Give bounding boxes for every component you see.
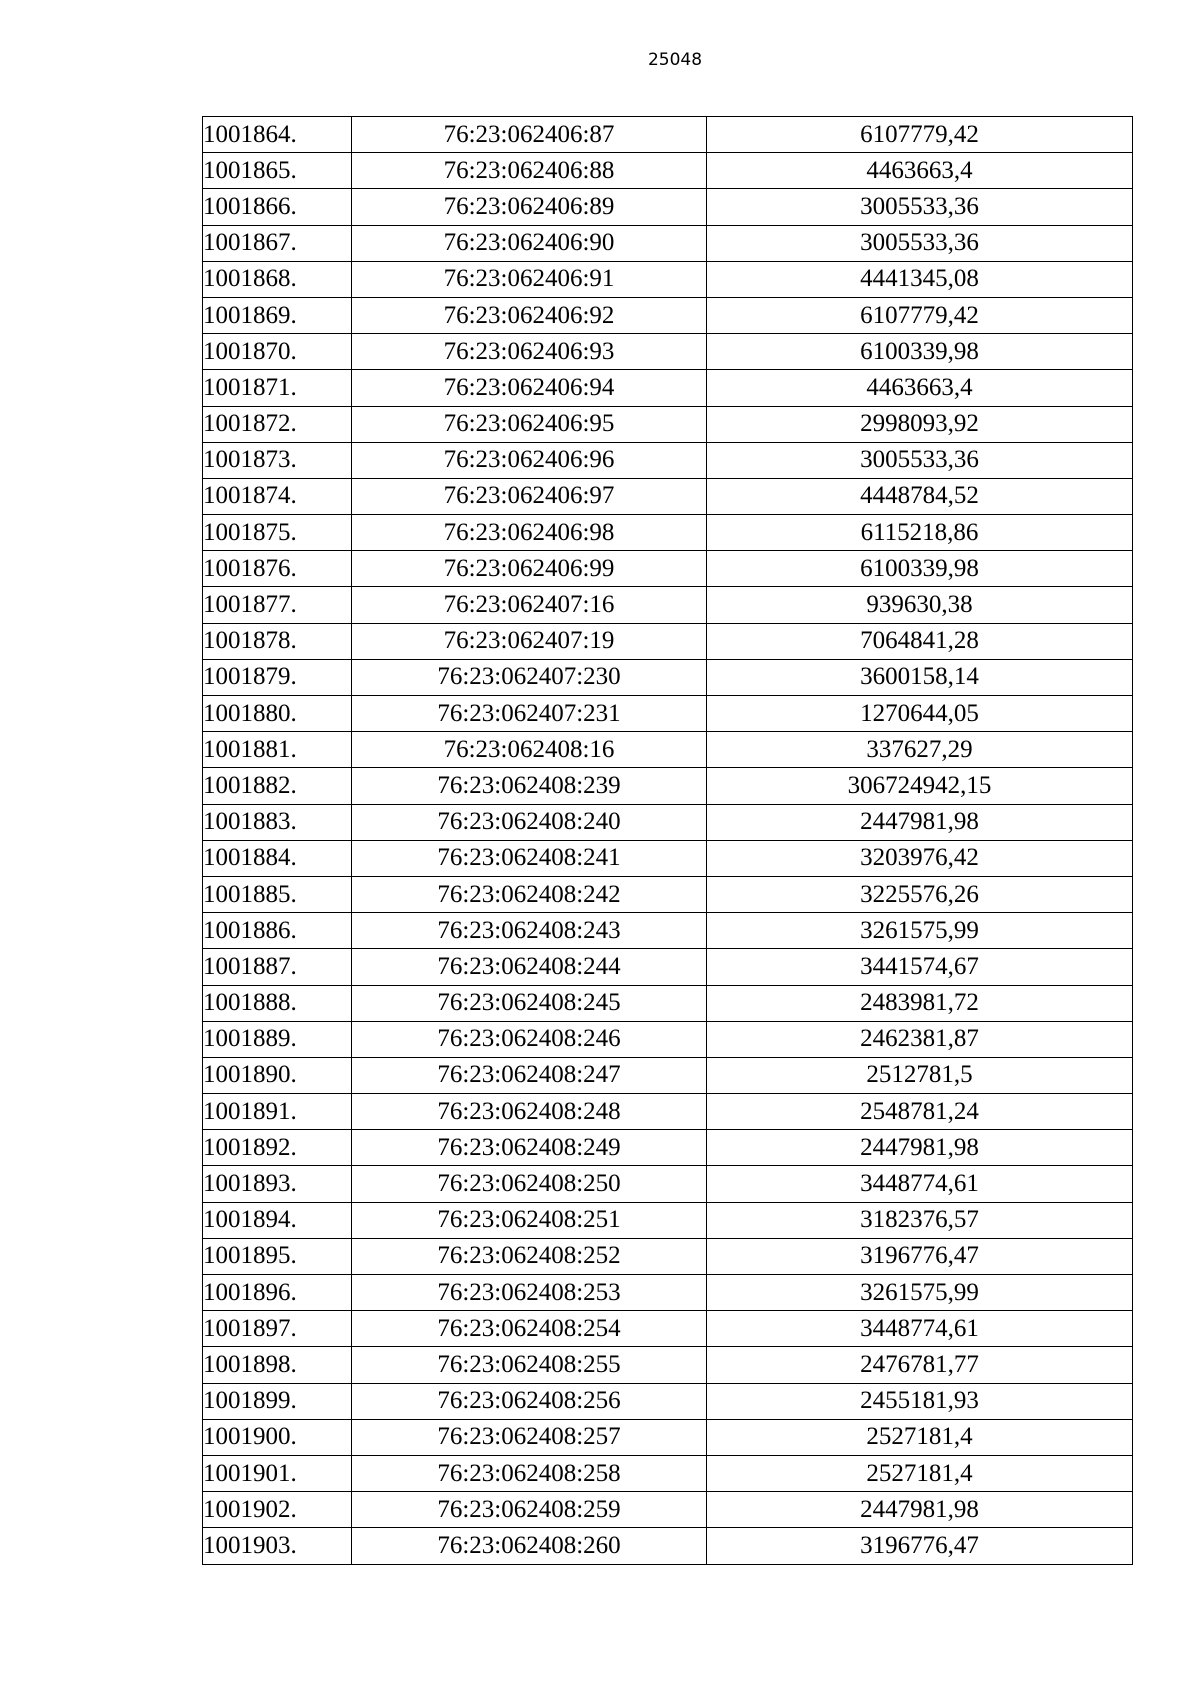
cadastral-number-cell: 76:23:062408:256: [352, 1383, 707, 1419]
cadastral-number-cell: 76:23:062406:88: [352, 153, 707, 189]
table-row: [203, 478, 1133, 514]
table-row: [203, 1383, 1133, 1419]
table-row: [203, 406, 1133, 442]
cadastral-number-cell: 76:23:062406:95: [352, 406, 707, 442]
row-number-cell: 1001902.: [203, 1492, 352, 1528]
table-row: [203, 587, 1133, 623]
row-number-cell: 1001892.: [203, 1130, 352, 1166]
cadastral-number-cell: 76:23:062406:92: [352, 297, 707, 333]
row-number-cell: 1001870.: [203, 334, 352, 370]
cadastral-value-cell: 6107779,42: [707, 117, 1133, 153]
cadastral-number-cell: 76:23:062408:245: [352, 985, 707, 1021]
cadastral-value-cell: 337627,29: [707, 732, 1133, 768]
table-row: [203, 1166, 1133, 1202]
row-number-cell: 1001890.: [203, 1057, 352, 1093]
cadastral-value-cell: 2512781,5: [707, 1057, 1133, 1093]
cadastral-value-cell: 6100339,98: [707, 334, 1133, 370]
table-row: [203, 696, 1133, 732]
row-number-cell: 1001869.: [203, 297, 352, 333]
table-row: [203, 1094, 1133, 1130]
cadastral-number-cell: 76:23:062408:258: [352, 1455, 707, 1491]
table-row: [203, 225, 1133, 261]
row-number-cell: 1001903.: [203, 1528, 352, 1564]
cadastral-value-cell: 2548781,24: [707, 1094, 1133, 1130]
table-row: [203, 876, 1133, 912]
table-row: [203, 768, 1133, 804]
cadastral-number-cell: 76:23:062408:249: [352, 1130, 707, 1166]
cadastral-value-cell: 3005533,36: [707, 442, 1133, 478]
page-number: 25048: [647, 50, 703, 70]
cadastral-value-cell: 2483981,72: [707, 985, 1133, 1021]
cadastral-number-cell: 76:23:062408:251: [352, 1202, 707, 1238]
row-number-cell: 1001893.: [203, 1166, 352, 1202]
table-row: [203, 153, 1133, 189]
cadastral-number-cell: 76:23:062407:19: [352, 623, 707, 659]
row-number-cell: 1001876.: [203, 551, 352, 587]
row-number-cell: 1001874.: [203, 478, 352, 514]
row-number-cell: 1001897.: [203, 1311, 352, 1347]
cadastral-value-cell: 3448774,61: [707, 1311, 1133, 1347]
cadastral-number-cell: 76:23:062408:247: [352, 1057, 707, 1093]
table-row: [203, 1492, 1133, 1528]
row-number-cell: 1001883.: [203, 804, 352, 840]
cadastral-number-cell: 76:23:062408:248: [352, 1094, 707, 1130]
cadastral-value-cell: 2455181,93: [707, 1383, 1133, 1419]
cadastral-number-cell: 76:23:062408:240: [352, 804, 707, 840]
row-number-cell: 1001900.: [203, 1419, 352, 1455]
cadastral-number-cell: 76:23:062408:244: [352, 949, 707, 985]
table-row: [203, 297, 1133, 333]
cadastral-value-cell: 3196776,47: [707, 1238, 1133, 1274]
cadastral-number-cell: 76:23:062406:91: [352, 261, 707, 297]
cadastral-value-cell: 4463663,4: [707, 153, 1133, 189]
table-row: [203, 1130, 1133, 1166]
cadastral-value-cell: 3005533,36: [707, 225, 1133, 261]
row-number-cell: 1001899.: [203, 1383, 352, 1419]
cadastral-value-cell: 3261575,99: [707, 913, 1133, 949]
table-row: [203, 515, 1133, 551]
cadastral-number-cell: 76:23:062406:89: [352, 189, 707, 225]
cadastral-number-cell: 76:23:062408:255: [352, 1347, 707, 1383]
row-number-cell: 1001889.: [203, 1021, 352, 1057]
cadastral-number-cell: 76:23:062406:97: [352, 478, 707, 514]
cadastral-value-cell: 6100339,98: [707, 551, 1133, 587]
row-number-cell: 1001865.: [203, 153, 352, 189]
cadastral-number-cell: 76:23:062406:98: [352, 515, 707, 551]
table-row: [203, 840, 1133, 876]
row-number-cell: 1001891.: [203, 1094, 352, 1130]
cadastral-value-cell: 7064841,28: [707, 623, 1133, 659]
cadastral-number-cell: 76:23:062408:259: [352, 1492, 707, 1528]
cadastral-value-cell: 3261575,99: [707, 1275, 1133, 1311]
table-row: [203, 189, 1133, 225]
row-number-cell: 1001896.: [203, 1275, 352, 1311]
row-number-cell: 1001901.: [203, 1455, 352, 1491]
row-number-cell: 1001884.: [203, 840, 352, 876]
cadastral-value-cell: 2447981,98: [707, 1492, 1133, 1528]
table-row: [203, 1275, 1133, 1311]
row-number-cell: 1001875.: [203, 515, 352, 551]
cadastral-value-cell: 2998093,92: [707, 406, 1133, 442]
cadastral-value-cell: 3005533,36: [707, 189, 1133, 225]
row-number-cell: 1001868.: [203, 261, 352, 297]
row-number-cell: 1001872.: [203, 406, 352, 442]
row-number-cell: 1001867.: [203, 225, 352, 261]
cadastral-number-cell: 76:23:062408:253: [352, 1275, 707, 1311]
cadastral-number-cell: 76:23:062407:231: [352, 696, 707, 732]
cadastral-value-cell: 6115218,86: [707, 515, 1133, 551]
cadastral-number-cell: 76:23:062406:99: [352, 551, 707, 587]
table-row: [203, 1419, 1133, 1455]
row-number-cell: 1001886.: [203, 913, 352, 949]
cadastral-value-cell: 2476781,77: [707, 1347, 1133, 1383]
table-row: [203, 1311, 1133, 1347]
cadastral-value-cell: 939630,38: [707, 587, 1133, 623]
table-row: [203, 117, 1133, 153]
cadastral-value-cell: 2527181,4: [707, 1419, 1133, 1455]
table-row: [203, 1528, 1133, 1564]
cadastral-value-cell: 2447981,98: [707, 1130, 1133, 1166]
cadastral-value-cell: 3203976,42: [707, 840, 1133, 876]
table-row: [203, 442, 1133, 478]
row-number-cell: 1001882.: [203, 768, 352, 804]
cadastral-number-cell: 76:23:062408:243: [352, 913, 707, 949]
row-number-cell: 1001866.: [203, 189, 352, 225]
row-number-cell: 1001871.: [203, 370, 352, 406]
row-number-cell: 1001880.: [203, 696, 352, 732]
table-row: [203, 1021, 1133, 1057]
row-number-cell: 1001881.: [203, 732, 352, 768]
cadastral-number-cell: 76:23:062408:250: [352, 1166, 707, 1202]
table-row: [203, 1057, 1133, 1093]
cadastral-number-cell: 76:23:062408:239: [352, 768, 707, 804]
table-row: [203, 1347, 1133, 1383]
cadastral-number-cell: 76:23:062408:246: [352, 1021, 707, 1057]
cadastral-value-cell: 3441574,67: [707, 949, 1133, 985]
cadastral-value-table: [202, 116, 1133, 1565]
cadastral-number-cell: 76:23:062408:241: [352, 840, 707, 876]
row-number-cell: 1001873.: [203, 442, 352, 478]
table-row: [203, 623, 1133, 659]
table-row: [203, 804, 1133, 840]
cadastral-value-cell: 4441345,08: [707, 261, 1133, 297]
cadastral-number-cell: 76:23:062408:252: [352, 1238, 707, 1274]
cadastral-value-cell: 3196776,47: [707, 1528, 1133, 1564]
cadastral-value-cell: 3600158,14: [707, 659, 1133, 695]
table-row: [203, 913, 1133, 949]
cadastral-value-cell: 3182376,57: [707, 1202, 1133, 1238]
row-number-cell: 1001894.: [203, 1202, 352, 1238]
cadastral-value-cell: 2527181,4: [707, 1455, 1133, 1491]
row-number-cell: 1001877.: [203, 587, 352, 623]
registry-table-container: [202, 116, 1133, 1565]
row-number-cell: 1001888.: [203, 985, 352, 1021]
table-row: [203, 1238, 1133, 1274]
row-number-cell: 1001864.: [203, 117, 352, 153]
cadastral-number-cell: 76:23:062407:16: [352, 587, 707, 623]
cadastral-number-cell: 76:23:062408:16: [352, 732, 707, 768]
table-row: [203, 551, 1133, 587]
row-number-cell: 1001879.: [203, 659, 352, 695]
table-row: [203, 1455, 1133, 1491]
table-row: [203, 370, 1133, 406]
cadastral-value-cell: 4463663,4: [707, 370, 1133, 406]
cadastral-value-cell: 3225576,26: [707, 876, 1133, 912]
cadastral-value-cell: 1270644,05: [707, 696, 1133, 732]
cadastral-number-cell: 76:23:062406:93: [352, 334, 707, 370]
cadastral-value-cell: 2447981,98: [707, 804, 1133, 840]
cadastral-value-cell: 4448784,52: [707, 478, 1133, 514]
cadastral-number-cell: 76:23:062408:254: [352, 1311, 707, 1347]
cadastral-value-cell: 6107779,42: [707, 297, 1133, 333]
cadastral-number-cell: 76:23:062408:260: [352, 1528, 707, 1564]
cadastral-number-cell: 76:23:062406:96: [352, 442, 707, 478]
table-body: [203, 117, 1133, 1565]
table-row: [203, 261, 1133, 297]
table-row: [203, 985, 1133, 1021]
table-row: [203, 949, 1133, 985]
table-row: [203, 1202, 1133, 1238]
cadastral-number-cell: 76:23:062406:94: [352, 370, 707, 406]
table-row: [203, 334, 1133, 370]
table-row: [203, 732, 1133, 768]
row-number-cell: 1001898.: [203, 1347, 352, 1383]
table-row: [203, 659, 1133, 695]
row-number-cell: 1001895.: [203, 1238, 352, 1274]
row-number-cell: 1001885.: [203, 876, 352, 912]
cadastral-number-cell: 76:23:062408:257: [352, 1419, 707, 1455]
cadastral-number-cell: 76:23:062406:87: [352, 117, 707, 153]
cadastral-number-cell: 76:23:062407:230: [352, 659, 707, 695]
row-number-cell: 1001887.: [203, 949, 352, 985]
cadastral-value-cell: 3448774,61: [707, 1166, 1133, 1202]
cadastral-value-cell: 2462381,87: [707, 1021, 1133, 1057]
cadastral-value-cell: 306724942,15: [707, 768, 1133, 804]
cadastral-number-cell: 76:23:062408:242: [352, 876, 707, 912]
cadastral-number-cell: 76:23:062406:90: [352, 225, 707, 261]
row-number-cell: 1001878.: [203, 623, 352, 659]
